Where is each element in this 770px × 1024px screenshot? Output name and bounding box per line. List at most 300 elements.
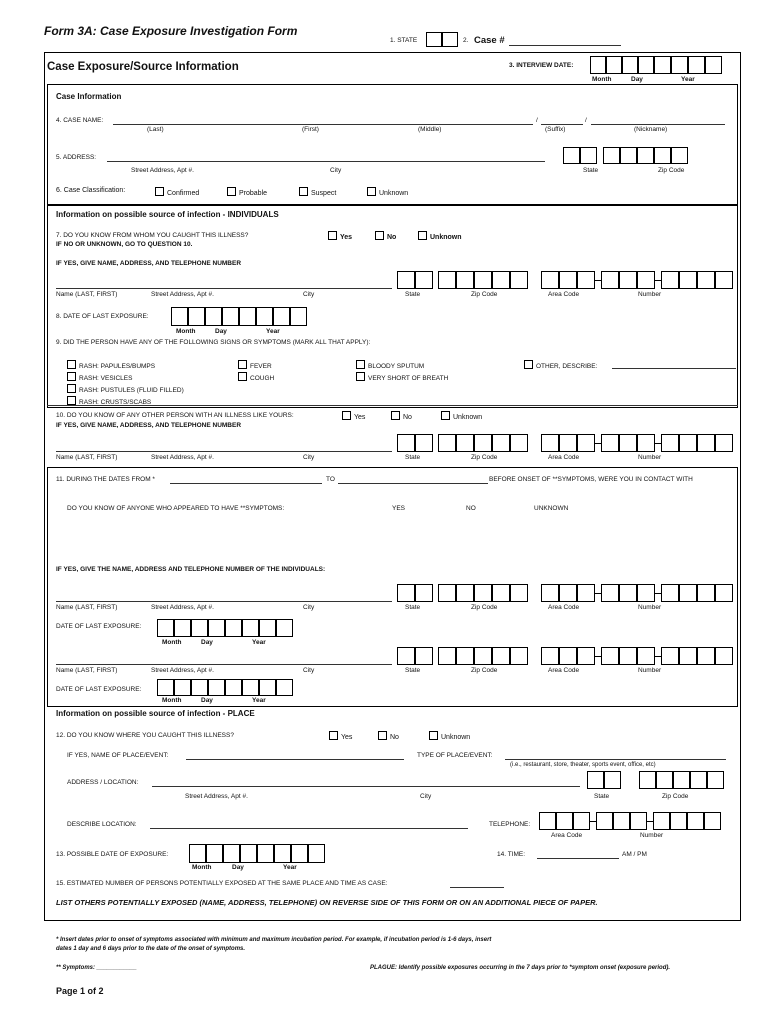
phone-box[interactable] [637,647,655,665]
list-others-note: LIST OTHERS POTENTIALLY EXPOSED (NAME, ADDRESS, TELEPHONE) ON REVERSE SIDE OF THIS FORM OR ON AN ADDITIONAL PIECE OF PAPER. [56,898,598,907]
q11-before: BEFORE ONSET OF **SYMPTOMS, WERE YOU IN CONTACT WITH [489,476,693,483]
symptom-option[interactable] [238,360,274,372]
middle-label: (Middle) [418,126,442,133]
phone-box[interactable] [661,584,679,602]
phone-box[interactable] [704,812,721,830]
q12-unknown-label: Unknown [441,734,471,741]
contact-name-field[interactable] [56,288,392,289]
time-field[interactable] [537,858,619,859]
year-label: Year [252,697,266,704]
exposure-date-box[interactable] [274,844,291,863]
symptoms-col1 [67,360,184,408]
first-label: (First) [302,126,319,133]
phone-box[interactable] [613,812,630,830]
class-probable[interactable] [227,187,267,197]
zip-box[interactable] [656,771,673,789]
exposure-date-box[interactable] [242,679,259,696]
exposure-date-box[interactable] [188,307,205,326]
state-label: State [594,793,610,800]
q11-anyone: DO YOU KNOW OF ANYONE WHO APPEARED TO HAVE **SYMPTOMS: [67,505,285,512]
give-name-label: IF YES, GIVE NAME, ADDRESS, AND TELEPHONE NUMBER [56,260,242,267]
state-box[interactable] [580,147,597,164]
state-box[interactable] [415,434,433,452]
phone-box[interactable] [670,812,687,830]
zip-box[interactable] [510,647,528,665]
checkbox-icon[interactable] [155,187,164,196]
phone-box[interactable] [715,434,733,452]
phone-box[interactable] [697,271,715,289]
state-box[interactable] [397,647,415,665]
place-name-field[interactable] [186,759,404,760]
q10-no-label: No [403,414,412,421]
exposure-date-box[interactable] [206,844,223,863]
number-label: Number [638,454,662,461]
checkbox-icon[interactable] [441,411,450,420]
zip-box[interactable] [456,271,474,289]
zip-box[interactable] [456,647,474,665]
day-label: Day [631,76,643,83]
zip-box[interactable] [654,147,671,164]
q12-unknown[interactable] [429,731,470,741]
symptom-label: RASH: PAPULES/BUMPS [79,363,156,370]
q15-label: 15. ESTIMATED NUMBER OF PERSONS POTENTIALLY EXPOSED AT THE SAME PLACE AND TIME AS CASE: [56,880,388,887]
case-number-field[interactable] [509,45,621,46]
month-label: Month [162,697,182,704]
day-label: Day [215,328,227,335]
zip-box[interactable] [474,434,492,452]
phone-box[interactable] [715,271,733,289]
exposure-date-box[interactable] [308,844,325,863]
checkbox-icon[interactable] [356,372,365,381]
plague-note: PLAGUE: Identify possible exposures occurring in the 7 days prior to *symptom onset (exposure period). [370,965,671,971]
q14-label: 14. TIME: [497,851,526,858]
checkbox-icon[interactable] [429,731,438,740]
area-code-box[interactable] [541,271,559,289]
street-label: Street Address, Apt #. [151,454,214,461]
zip-box[interactable] [637,147,654,164]
number-label: Number [640,832,664,839]
slash: / [585,117,587,124]
contact-name-field[interactable] [56,601,392,602]
exposure-date-box[interactable] [291,844,308,863]
exposure-date-box[interactable] [191,619,208,637]
phone-box[interactable] [601,647,619,665]
exposure-date-box[interactable] [157,619,174,637]
exposure-date-box[interactable] [259,679,276,696]
q10-yes[interactable] [342,411,365,421]
symptom-label: VERY SHORT OF BREATH [368,375,449,382]
phone-box[interactable] [679,271,697,289]
q11-to-field[interactable] [338,483,488,484]
state-label: State [405,454,421,461]
contact-name-field[interactable] [56,664,392,665]
state-box[interactable] [563,147,580,164]
state-box[interactable] [587,771,604,789]
exposure-date-box[interactable] [208,679,225,696]
checkbox-icon[interactable] [367,187,376,196]
zip-label: Zip Code [658,167,685,174]
phone-box[interactable] [697,434,715,452]
zip-box[interactable] [620,147,637,164]
number-label: Number [638,604,662,611]
symptom-label: RASH: VESICLES [79,375,133,382]
exposure-date-box[interactable] [276,679,293,696]
exposure-date-box[interactable] [191,679,208,696]
type-of-place-label: TYPE OF PLACE/EVENT: [417,752,493,759]
zip-box[interactable] [492,434,510,452]
checkbox-icon[interactable] [299,187,308,196]
phone-box[interactable] [619,271,637,289]
city-label: City [303,604,315,611]
phone-box[interactable] [661,647,679,665]
q10-unknown[interactable] [441,411,482,421]
exposure-date-box[interactable] [240,844,257,863]
q7-unknown[interactable] [418,231,462,241]
q10-no[interactable] [391,411,412,421]
q7-note: IF NO OR UNKNOWN, GO TO QUESTION 10. [56,241,193,248]
symptom-option[interactable] [238,372,274,384]
exposure-date-box[interactable] [174,619,191,637]
nickname-label: (Nickname) [634,126,668,133]
number-label: Number [638,667,662,674]
zip-box[interactable] [707,771,724,789]
exposure-date-box[interactable] [189,844,206,863]
q12-yes[interactable] [329,731,352,741]
class-confirmed[interactable] [155,187,199,197]
class-confirmed-label: Confirmed [167,190,200,197]
state-label: State [405,604,421,611]
phone-box[interactable] [715,647,733,665]
interview-date-box[interactable] [671,56,688,74]
checkbox-icon[interactable] [524,360,533,369]
zip-box[interactable] [438,434,456,452]
checkbox-icon[interactable] [67,372,76,381]
area-code-box[interactable] [577,271,595,289]
name-of-place-label: IF YES, NAME OF PLACE/EVENT: [67,752,169,759]
exposure-date-box[interactable] [239,307,256,326]
interview-date-label: 3. INTERVIEW DATE: [509,62,574,69]
checkbox-icon[interactable] [418,231,427,240]
state-box-2[interactable] [442,32,458,47]
q11-unknown[interactable]: UNKNOWN [534,505,569,512]
q11-from-field[interactable] [170,483,322,484]
zip-label: Zip Code [662,793,689,800]
zip-box[interactable] [474,271,492,289]
phone-box[interactable] [630,812,647,830]
symptom-label: BLOODY SPUTUM [368,363,425,370]
exposure-date-box[interactable] [171,307,188,326]
interview-date-box[interactable] [590,56,606,74]
q12-yes-label: Yes [341,734,353,741]
day-label: Day [201,697,213,704]
state-box[interactable] [397,434,415,452]
day-label: Day [201,639,213,646]
q12-no-label: No [390,734,399,741]
state-label: 1. STATE [390,37,418,44]
describe-location-field[interactable] [150,828,468,829]
phone-box[interactable] [687,812,704,830]
am-pm-label: AM / PM [622,851,647,858]
place-address-field[interactable] [152,786,580,787]
phone-box[interactable] [679,647,697,665]
area-code-box[interactable] [539,812,556,830]
q11-give: IF YES, GIVE THE NAME, ADDRESS AND TELEPHONE NUMBER OF THE INDIVIDUALS: [56,566,326,573]
last-label: (Last) [147,126,164,133]
symptom-label: COUGH [250,375,275,382]
zip-box[interactable] [690,771,707,789]
city-label: City [303,454,315,461]
checkbox-icon[interactable] [375,231,384,240]
area-code-label: Area Code [548,604,580,611]
area-code-box[interactable] [556,812,573,830]
checkbox-icon[interactable] [238,360,247,369]
checkbox-icon[interactable] [227,187,236,196]
phone-box[interactable] [637,434,655,452]
symptom-option[interactable] [67,360,184,372]
state-box-1[interactable] [426,32,442,47]
exposure-date-box[interactable] [242,619,259,637]
area-code-label: Area Code [548,667,580,674]
q7-yes[interactable] [328,231,352,241]
zip-box[interactable] [492,584,510,602]
q11-dates-from: 11. DURING THE DATES FROM * [56,476,155,483]
zip-box[interactable] [438,271,456,289]
checkbox-icon[interactable] [391,411,400,420]
month-label: Month [192,864,212,871]
other-describe-field[interactable] [612,368,736,369]
interview-date-box[interactable] [622,56,638,74]
state-box[interactable] [415,647,433,665]
q7-no[interactable] [375,231,396,241]
exposure-date-box[interactable] [273,307,290,326]
q7-no-label: No [387,234,397,241]
exposure-date-box[interactable] [276,619,293,637]
individuals-title: Information on possible source of infection - INDIVIDUALS [56,210,279,219]
area-code-box[interactable] [577,584,595,602]
symptom-option[interactable] [356,372,448,384]
symptoms-footnote: ** Symptoms: ____________ [56,965,137,971]
exposure-date-box[interactable] [205,307,222,326]
city-label: City [303,291,315,298]
checkbox-icon[interactable] [378,731,387,740]
symptom-label: RASH: PUSTULES (FLUID FILLED) [79,387,184,394]
interview-date-box[interactable] [688,56,705,74]
year-label: Year [283,864,297,871]
zip-box[interactable] [492,647,510,665]
q12-label: 12. DO YOU KNOW WHERE YOU CAUGHT THIS ILLNESS? [56,732,234,739]
phone-box[interactable] [697,584,715,602]
year-label: Year [266,328,280,335]
area-code-box[interactable] [559,647,577,665]
exposure-date-box[interactable] [208,619,225,637]
exposure-date-box[interactable] [157,679,174,696]
phone-box[interactable] [697,647,715,665]
class-unknown-label: Unknown [379,190,409,197]
q13-label: 13. POSSIBLE DATE OF EXPOSURE: [56,851,169,858]
zip-box[interactable] [438,584,456,602]
street-label: Street Address, Apt #. [151,604,214,611]
exposure-date-box[interactable] [225,619,242,637]
symptom-option[interactable] [67,396,184,408]
type-examples: (i.e., restaurant, store, theater, sports event, office, etc) [510,762,656,768]
exposure-date-box[interactable] [223,844,240,863]
checkbox-icon[interactable] [238,372,247,381]
phone-box[interactable] [601,271,619,289]
checkbox-icon[interactable] [356,360,365,369]
name-label: Name (LAST, FIRST) [56,667,118,674]
area-code-box[interactable] [541,584,559,602]
class-unknown[interactable] [367,187,408,197]
q9-label: 9. DID THE PERSON HAVE ANY OF THE FOLLOWING SIGNS OR SYMPTOMS (MARK ALL THAT APPLY): [56,339,371,346]
zip-box[interactable] [456,584,474,602]
state-box[interactable] [397,584,415,602]
address-label: 5. ADDRESS: [56,154,97,161]
state-label: State [405,667,421,674]
q12-no[interactable] [378,731,399,741]
q10-yes-label: Yes [354,414,366,421]
zip-label: Zip Code [471,454,498,461]
symptom-option[interactable] [356,360,448,372]
section-title: Case Exposure/Source Information [47,61,239,73]
zip-box[interactable] [510,584,528,602]
area-code-label: Area Code [551,832,583,839]
name-label: Name (LAST, FIRST) [56,291,118,298]
street-label: Street Address, Apt #. [151,667,214,674]
phone-box[interactable] [601,434,619,452]
interview-date-box[interactable] [654,56,671,74]
exposure-date-box[interactable] [222,307,239,326]
place-type-field[interactable] [505,759,726,760]
suffix-field[interactable] [541,124,583,125]
case-name-label: 4. CASE NAME: [56,117,104,124]
symptom-option[interactable] [67,372,184,384]
zip-box[interactable] [456,434,474,452]
state-box[interactable] [397,271,415,289]
zip-box[interactable] [438,647,456,665]
phone-box[interactable] [653,812,670,830]
address-field[interactable] [107,161,545,162]
interview-date-box[interactable] [606,56,622,74]
class-suspect[interactable] [299,187,336,197]
interview-date-box[interactable] [638,56,654,74]
place-title: Information on possible source of infection - PLACE [56,709,255,718]
exposure-date-box[interactable] [225,679,242,696]
checkbox-icon[interactable] [67,360,76,369]
suffix-label: (Suffix) [545,126,566,133]
state-box[interactable] [415,584,433,602]
q7-label: 7. DO YOU KNOW FROM WHOM YOU CAUGHT THIS ILLNESS? [56,232,249,239]
phone-box[interactable] [661,271,679,289]
zip-box[interactable] [673,771,690,789]
street-label: Street Address, Apt #. [151,291,214,298]
month-label: Month [162,639,182,646]
area-code-box[interactable] [559,271,577,289]
area-code-box[interactable] [577,434,595,452]
q15-field[interactable] [450,887,504,888]
q10-give: IF YES, GIVE NAME, ADDRESS, AND TELEPHONE NUMBER [56,422,242,429]
state-box[interactable] [604,771,621,789]
nickname-field[interactable] [591,124,725,125]
checkbox-icon[interactable] [67,384,76,393]
name-label: Name (LAST, FIRST) [56,604,118,611]
q11-yes[interactable]: YES [392,505,406,512]
phone-box[interactable] [637,584,655,602]
street-label: Street Address, Apt #. [185,793,248,800]
q11-no[interactable]: NO [466,505,476,512]
phone-box[interactable] [679,584,697,602]
zip-box[interactable] [474,647,492,665]
area-code-box[interactable] [573,812,590,830]
phone-box[interactable] [596,812,613,830]
phone-box[interactable] [619,584,637,602]
zip-box[interactable] [510,434,528,452]
year-label: Year [252,639,266,646]
page-number: Page 1 of 2 [56,986,104,996]
zip-label: Zip Code [471,604,498,611]
phone-box[interactable] [619,647,637,665]
zip-label: Zip Code [471,291,498,298]
phone-box[interactable] [661,434,679,452]
zip-box[interactable] [639,771,656,789]
exposure-date-box[interactable] [259,619,276,637]
interview-date-box[interactable] [705,56,722,74]
city-label: City [420,793,432,800]
zip-box[interactable] [492,271,510,289]
q7-unknown-label: Unknown [430,234,462,241]
number-label: Number [638,291,662,298]
symptom-option[interactable] [67,384,184,396]
zip-box[interactable] [510,271,528,289]
address-location-label: ADDRESS / LOCATION: [67,779,139,786]
area-code-label: Area Code [548,454,580,461]
other-describe[interactable] [524,360,597,370]
case-info-title: Case Information [56,92,122,101]
checkbox-icon[interactable] [329,731,338,740]
footnote-line-2: dates 1 day and 6 days prior to the date of the onset of symptoms. [56,946,246,952]
zip-box[interactable] [474,584,492,602]
area-code-box[interactable] [541,434,559,452]
phone-box[interactable] [715,584,733,602]
symptoms-col3 [356,360,448,384]
area-code-box[interactable] [559,434,577,452]
zip-box[interactable] [671,147,688,164]
other-describe-label: OTHER, DESCRIBE: [536,363,598,370]
exposure-date-box[interactable] [174,679,191,696]
checkbox-icon[interactable] [67,396,76,405]
form-title: Form 3A: Case Exposure Investigation Form [44,24,298,38]
phone-box[interactable] [679,434,697,452]
checkbox-icon[interactable] [328,231,337,240]
state-box[interactable] [415,271,433,289]
city-label: City [303,667,315,674]
contact-name-field[interactable] [56,451,392,452]
phone-box[interactable] [637,271,655,289]
phone-box[interactable] [601,584,619,602]
case-name-field[interactable] [113,124,533,125]
exposure-date-box[interactable] [257,844,274,863]
area-code-box[interactable] [559,584,577,602]
area-code-box[interactable] [577,647,595,665]
area-code-box[interactable] [541,647,559,665]
exposure-date-box[interactable] [256,307,273,326]
q7-yes-label: Yes [340,234,353,241]
slash: / [536,117,538,124]
phone-box[interactable] [619,434,637,452]
case-number-label: Case # [474,35,505,46]
exposure-date-box[interactable] [290,307,307,326]
zip-box[interactable] [603,147,620,164]
checkbox-icon[interactable] [342,411,351,420]
